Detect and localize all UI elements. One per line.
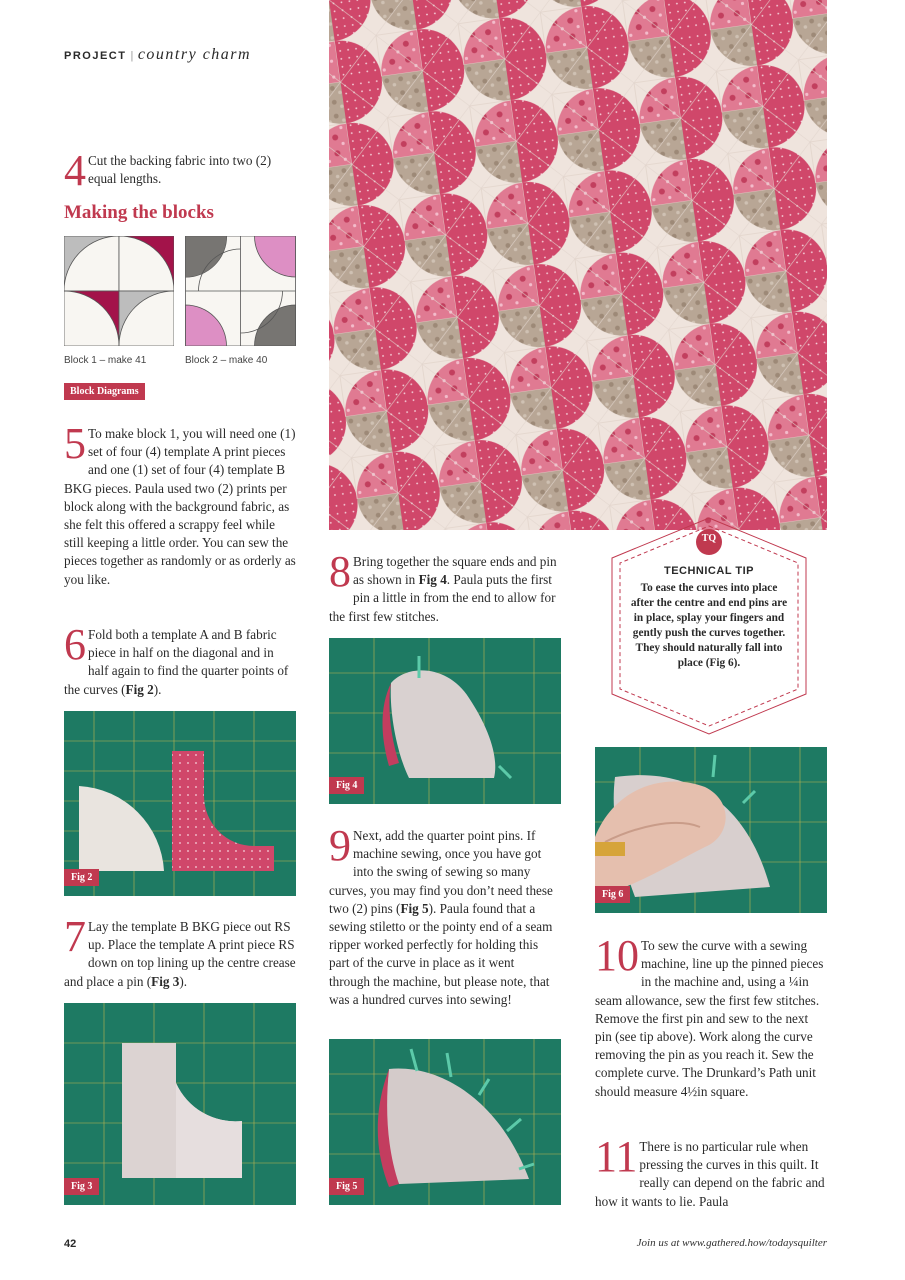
tip-badge: TQ: [701, 533, 717, 544]
fig-5-photo: [329, 1039, 561, 1205]
step-number: 7: [64, 912, 86, 961]
quilt-photo: [329, 0, 827, 530]
step-11: [595, 1132, 827, 1211]
step-text: To sew the curve with a sewing machine, line up the pinned pieces in the machine and, using a ¼in seam allowance, sew the first few stitches. Remove the first pin and sew to the next pin (see tip above). Work along the curve removing the pin as you reach it. Sew the complete curve. The Drunkard’s Path unit should measure 4½in square.: [595, 938, 824, 1099]
fig-3-label: Fig 3: [64, 1178, 99, 1195]
block-2-diagram: [185, 236, 296, 346]
step-number: 4: [64, 146, 86, 195]
fig-reference: Fig 4: [418, 572, 447, 588]
step-text: Fold both a template A and B fabric piece in half on the diagonal and in half again to find the quarter points of the curves (: [64, 627, 289, 697]
step-number: 8: [329, 547, 351, 596]
step-8: 8 Bring together the square ends and pin as shown in Fig 4. Paula puts the first pin a little in from the end to allow for the first few stitches.: [329, 547, 557, 624]
quilt-image: [329, 0, 827, 530]
step-7: 7 Lay the template B BKG piece out RS up. Place the template A print piece RS down on top lining up the centre crease and place a pin (Fig 3).: [64, 912, 296, 989]
block-diagrams-tag: Block Diagrams: [64, 383, 145, 400]
fig-6-label: Fig 6: [595, 886, 630, 903]
step-5: [64, 419, 296, 589]
step-number: 10: [595, 931, 639, 980]
block-1-caption: Block 1 – make 41: [64, 355, 147, 366]
footer-link[interactable]: Join us at www.gathered.how/todaysquilter: [636, 1237, 827, 1249]
step-number: 6: [64, 620, 86, 669]
fig-5-label: Fig 5: [329, 1178, 364, 1195]
section-title: Making the blocks: [64, 202, 214, 223]
block-2-caption: Block 2 – make 40: [185, 355, 268, 366]
page-number: 42: [64, 1238, 77, 1250]
fig-3-photo: [64, 1003, 296, 1205]
step-text: Lay the template B BKG piece out RS up. Place the template A print piece RS down on top lining up the centre crease and place a pin (: [64, 919, 296, 989]
fig-4-label: Fig 4: [329, 777, 364, 794]
header-subtitle: country charm: [137, 46, 252, 63]
header-separator: |: [130, 50, 134, 62]
step-text: There is no particular rule when pressing the curves in this quilt. It really can depend on the fabric and how it wants to lie. Paula: [595, 1139, 825, 1209]
step-text: Cut the backing fabric into two (2) equal lengths.: [88, 153, 272, 187]
step-number: 9: [329, 821, 351, 870]
step-text: Next, add the quarter point pins. If machine sewing, once you have got into the swing of sewing so many curves, you may find you don’t need these two (2) pins (: [329, 828, 553, 916]
step-text: Bring together the square ends and pin as shown in: [353, 554, 557, 588]
header-project: PROJECT: [64, 50, 127, 62]
block-1-diagram: [64, 236, 174, 346]
tip-body: To ease the curves into place after the centre and end pins are in place, splay your fingers and gently push the curves together. They should naturally fall into place (Fig 6).: [630, 582, 788, 669]
running-header: [64, 46, 251, 64]
fig-reference: Fig 2: [125, 681, 154, 697]
fig-reference: Fig 3: [151, 973, 180, 989]
step-9: 9 Next, add the quarter point pins. If machine sewing, once you have got into the swing of sewing so many curves, you may find you don’t need these two (2) pins (Fig 5). Paula found that a sewing stiletto or the pointy end of a seam ripper worked perfectly for holding this part of the curve in place as it went through the machine, but please note, that was a hundred curves into sewing!: [329, 821, 553, 1007]
step-6: 6 Fold both a template A and B fabric piece in half on the diagonal and in half again to find the quarter points of the curves (Fig 2).: [64, 620, 289, 697]
step-4: [64, 146, 286, 195]
fig-2-photo: [64, 711, 296, 896]
step-10: [595, 931, 827, 1101]
fig-4-photo: [329, 638, 561, 804]
tip-title: TECHNICAL TIP: [663, 565, 755, 577]
step-number: 11: [595, 1132, 638, 1181]
step-text: To make block 1, you will need one (1) set of four (4) template A print pieces and one (1) set of four (4) template B BKG pieces. Paula used two (2) prints per block along with the background fabric, as she felt this offered a scrappy feel while still keeping a little order. You can sew the pieces together as randomly or as orderly as you like.: [64, 426, 296, 587]
step-number: 5: [64, 419, 86, 468]
fig-reference: Fig 5: [400, 900, 429, 916]
technical-tip: [596, 516, 822, 736]
fig-2-label: Fig 2: [64, 869, 99, 886]
fig-6-photo: [595, 747, 827, 913]
